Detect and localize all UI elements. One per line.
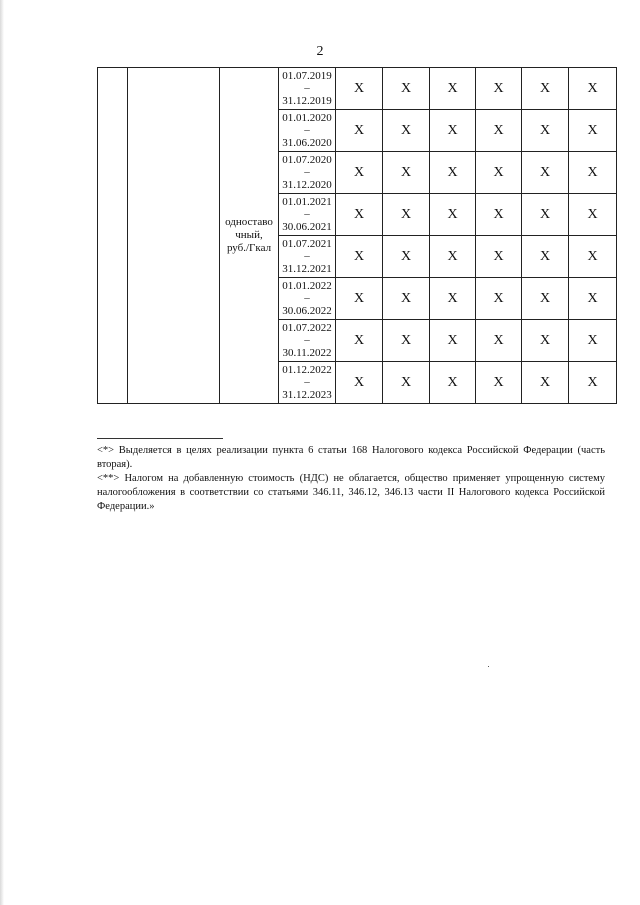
not-applicable-mark: Х: [476, 362, 522, 404]
period-end: 30.11.2022: [282, 346, 332, 359]
not-applicable-mark: Х: [476, 236, 522, 278]
consumer-group-cell: [128, 68, 220, 404]
footnote-separator: [97, 438, 223, 439]
not-applicable-mark: Х: [476, 110, 522, 152]
period-end: 30.06.2022: [282, 304, 332, 317]
not-applicable-mark: Х: [476, 152, 522, 194]
not-applicable-mark: Х: [569, 320, 617, 362]
period-end: 31.12.2019: [282, 94, 332, 107]
not-applicable-mark: Х: [569, 68, 617, 110]
page-number: 2: [316, 44, 324, 59]
not-applicable-mark: Х: [336, 236, 383, 278]
not-applicable-mark: Х: [430, 68, 476, 110]
not-applicable-mark: Х: [522, 194, 569, 236]
not-applicable-mark: Х: [569, 110, 617, 152]
not-applicable-mark: Х: [336, 278, 383, 320]
not-applicable-mark: Х: [383, 194, 430, 236]
tariff-table: [97, 67, 617, 404]
not-applicable-mark: Х: [522, 320, 569, 362]
period-dash: –: [304, 166, 310, 179]
period-cell: [279, 278, 336, 320]
not-applicable-mark: Х: [336, 152, 383, 194]
period-start: 01.01.2022: [282, 279, 332, 292]
period-start: 01.07.2022: [282, 321, 332, 334]
unit-label-line: чный,: [235, 229, 263, 241]
not-applicable-mark: Х: [336, 320, 383, 362]
not-applicable-mark: Х: [569, 152, 617, 194]
unit-cell: [220, 68, 279, 404]
not-applicable-mark: Х: [569, 278, 617, 320]
not-applicable-mark: Х: [383, 152, 430, 194]
not-applicable-mark: Х: [522, 68, 569, 110]
period-start: 01.12.2022: [282, 363, 332, 376]
not-applicable-mark: Х: [430, 320, 476, 362]
period-end: 31.12.2020: [282, 178, 332, 191]
period-dash: –: [304, 334, 310, 347]
not-applicable-mark: Х: [476, 68, 522, 110]
not-applicable-mark: Х: [522, 110, 569, 152]
period-end: 31.06.2020: [282, 136, 332, 149]
period-cell: [279, 320, 336, 362]
period-start: 01.07.2021: [282, 237, 332, 250]
period-cell: [279, 68, 336, 110]
not-applicable-mark: Х: [522, 236, 569, 278]
period-start: 01.07.2019: [282, 69, 332, 82]
period-start: 01.07.2020: [282, 153, 332, 166]
period-end: 30.06.2021: [282, 220, 332, 233]
not-applicable-mark: Х: [383, 278, 430, 320]
not-applicable-mark: Х: [430, 362, 476, 404]
not-applicable-mark: Х: [522, 278, 569, 320]
period-start: 01.01.2020: [282, 111, 332, 124]
period-cell: [279, 236, 336, 278]
footnotes: [97, 444, 605, 514]
period-cell: [279, 152, 336, 194]
not-applicable-mark: Х: [430, 278, 476, 320]
not-applicable-mark: Х: [522, 152, 569, 194]
not-applicable-mark: Х: [336, 68, 383, 110]
not-applicable-mark: Х: [383, 110, 430, 152]
not-applicable-mark: Х: [383, 236, 430, 278]
period-cell: [279, 194, 336, 236]
unit-label-line: руб./Гкал: [226, 242, 272, 254]
not-applicable-mark: Х: [476, 194, 522, 236]
period-dash: –: [304, 376, 310, 389]
period-dash: –: [304, 124, 310, 137]
not-applicable-mark: Х: [383, 362, 430, 404]
not-applicable-mark: Х: [569, 362, 617, 404]
not-applicable-mark: Х: [430, 152, 476, 194]
not-applicable-mark: Х: [522, 362, 569, 404]
period-dash: –: [304, 250, 310, 263]
not-applicable-mark: Х: [336, 194, 383, 236]
scan-edge-shadow: [0, 0, 4, 905]
not-applicable-mark: Х: [569, 236, 617, 278]
period-start: 01.01.2021: [282, 195, 332, 208]
not-applicable-mark: Х: [569, 194, 617, 236]
scan-speck: [488, 666, 489, 667]
not-applicable-mark: Х: [383, 320, 430, 362]
period-dash: –: [304, 292, 310, 305]
not-applicable-mark: Х: [476, 278, 522, 320]
row-number-cell: [98, 68, 128, 404]
period-end: 31.12.2021: [282, 262, 332, 275]
period-dash: –: [304, 82, 310, 95]
footnote-vat-exempt: <**> Налогом на добавленную стоимость (НДС) не облагается, общество применяет упрощенную систему налогообложения в соответствии со статьями 346.11, 346.12, 346.13 части II Налогового кодекса Российской Федерации.»: [97, 473, 605, 512]
unit-label-line: одноставо: [225, 216, 273, 228]
footnote-vat-allocation: <*> Выделяется в целях реализации пункта 6 статьи 168 Налогового кодекса Российской Федерации (часть вторая).: [97, 445, 605, 470]
not-applicable-mark: Х: [476, 320, 522, 362]
period-end: 31.12.2023: [282, 388, 332, 401]
not-applicable-mark: Х: [336, 362, 383, 404]
not-applicable-mark: Х: [430, 110, 476, 152]
not-applicable-mark: Х: [383, 68, 430, 110]
table-row: [98, 68, 617, 110]
period-cell: [279, 362, 336, 404]
not-applicable-mark: Х: [430, 194, 476, 236]
period-cell: [279, 110, 336, 152]
period-dash: –: [304, 208, 310, 221]
not-applicable-mark: Х: [336, 110, 383, 152]
not-applicable-mark: Х: [430, 236, 476, 278]
